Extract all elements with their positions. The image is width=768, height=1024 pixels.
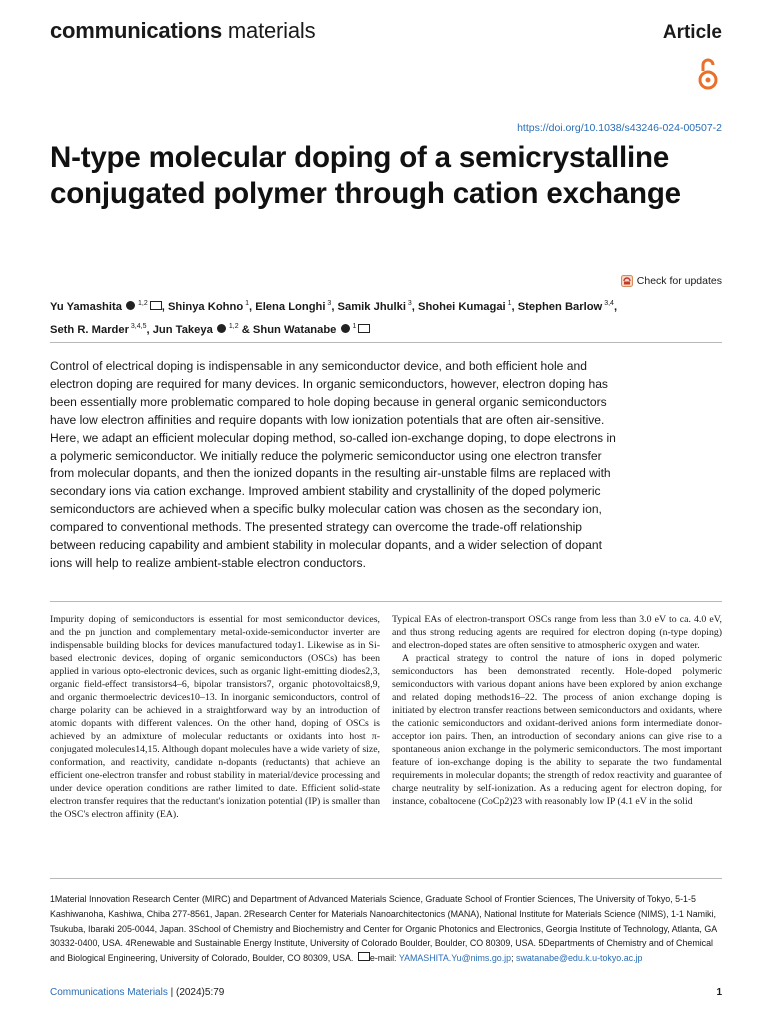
affiliation-superscript: 1 (505, 300, 512, 307)
author-name-text: Seth R. Marder (50, 324, 129, 336)
brand-light: materials (222, 18, 316, 43)
brand-bold: communications (50, 18, 223, 43)
journal-brand[interactable] (50, 18, 315, 44)
author-name[interactable] (168, 301, 249, 313)
page-number: 1 (716, 987, 722, 998)
author-name-text: Elena Longhi (255, 301, 326, 313)
abstract-text: Control of electrical doping is indispensable in any semiconductor device, and both efficient hole and electron doping are required for many devices. In organic semiconductors, however, electron doping has been essentially more problematic compared to hole doping because in general organic semiconductors have low electron affinities and require dopants with low ionization potentials that are often air-sensitive. Here, we adapt an efficient molecular doping method, so-called ion-exchange doping, to dope electrons in a polymeric semiconductor. We initially reduce the polymeric semiconductor using one electron transfer from molecular dopants, and then the ionized dopants in the resulting air-unstable films are replaced with secondary ions via cation exchange. Improved ambient stability and crystallinity of the doped polymeric semiconductors are achieved when a specific bulky molecular cation was chosen as the secondary ion, compared to conventional methods. The presented strategy can overcome the trade-off relationship between reducing capability and ambient stability in molecular dopants, and a wider selection of dopant ions will help to realize ambient-stable electron conductors. (50, 359, 616, 570)
email-icon[interactable] (358, 324, 370, 333)
author-separator: , (411, 301, 418, 313)
orcid-icon[interactable] (126, 301, 135, 310)
affiliations-text: 1Material Innovation Research Center (MIRC) and Department of Advanced Materials Science, Graduate School of Frontier Sciences, The University of Tokyo, 5-1-5 Kashiwanoha, Kashiwa, Chiba 277-8561, Japan. 2Research Center for Materials Nanoarchitectonics (MANA), National Institute for Materials Science (NIMS), 1-1 Namiki, Tsukuba, Ibaraki 205-0044, Japan. 3School of Chemistry and Biochemistry and Center for Organic Photonics and Electronics, Georgia Institute of Technology, Atlanta, GA 30332-0400, USA. 4Renewable and Sustainable Energy Institute, University of Colorado Boulder, Boulder, CO 80309, USA. 5Departments of Chemistry and of Chemical and Biological Engineering, University of Colorado, Boulder, CO 80309, USA. e-mail: YAMASHITA.Yu@nims.go.jp; swatanabe@edu.k.u-tokyo.ac.jp (50, 894, 717, 964)
affiliation-superscript: 3,4,5 (128, 323, 147, 330)
body-column-right (392, 613, 722, 808)
email-link-2[interactable]: swatanabe@edu.k.u-tokyo.ac.jp (516, 953, 643, 964)
author-list (50, 294, 720, 340)
author-name[interactable] (50, 301, 162, 313)
email-icon (358, 952, 370, 961)
abstract-bottom-divider (50, 601, 722, 602)
author-name-text: Yu Yamashita (50, 301, 122, 313)
email-label: e-mail: (369, 953, 399, 964)
affiliations-divider (50, 878, 722, 879)
affiliation-superscript: 1,2 (136, 300, 148, 307)
orcid-icon[interactable] (217, 324, 226, 333)
author-name-text: Shohei Kumagai (418, 301, 506, 313)
author-separator: , (249, 301, 256, 313)
author-separator: , (331, 301, 338, 313)
footer-citation (50, 987, 224, 998)
author-name[interactable] (253, 324, 370, 336)
body-column-left (50, 613, 380, 821)
author-name-text: Shun Watanabe (252, 324, 337, 336)
article-type-label: Article (662, 22, 722, 43)
email-icon[interactable] (150, 301, 162, 310)
affiliation-superscript: 3 (325, 300, 332, 307)
body-paragraph: Typical EAs of electron-transport OSCs range from less than 3.0 eV to ca. 4.0 eV, and thus strong reducing agents are required for electron doping (n-type doping) and electron-doped states are often sensitive to atmospheric oxygen and water. (392, 614, 722, 651)
body-paragraph: A practical strategy to control the nature of ions in doped polymeric semiconductors has been demonstrated recently. Hole-doped polymeric semiconductors with various dopant anions have been explored by anion exchange and related doping methods16–22. The process of anion exchange doping is initiated by electron transfer reactions between semiconductors and oxidants, where the cationic semiconductors and oxidant-derived anions form intermediate donor-acceptor ion pairs. Then, an introduction of secondary anions can give rise to a spontaneous anion exchange in the polymeric semiconductors. The most important feature of ion-exchange doping is the ability to separate the two fundamental requirements in molecular dopants; the strength of redox reactivity and guarantee of charge neutrality by self-ionization. As a reducing agent for electron doping, for instance, cobaltocene (CoCp2)23 with reasonably low IP (4.1 eV in the solid (392, 653, 722, 807)
author-name[interactable] (418, 301, 512, 313)
author-name[interactable] (338, 301, 412, 313)
check-for-updates-button[interactable] (621, 275, 722, 287)
author-name[interactable] (153, 324, 239, 336)
orcid-icon[interactable] (341, 324, 350, 333)
author-name-text: Jun Takeya (152, 324, 213, 336)
affiliations-body: 1Material Innovation Research Center (MIRC) and Department of Advanced Materials Science, Graduate School of Frontier Sciences, The University of Tokyo, 5-1-5 Kashiwanoha, Kashiwa, Chiba 277-8561, Japan. 2Research Center for Materials Nanoarchitectonics (MANA), National Institute for Materials Science (NIMS), 1-1 Namiki, Tsukuba, Ibaraki 205-0044, Japan. 3School of Chemistry and Biochemistry and Center for Organic Photonics and Electronics, Georgia Institute of Technology, Atlanta, GA 30332-0400, USA. 4Renewable and Sustainable Energy Institute, University of Colorado Boulder, Boulder, CO 80309, USA. 5Departments of Chemistry and of Chemical and Biological Engineering, University of Colorado, Boulder, CO 80309, USA. (50, 894, 717, 964)
affiliation-superscript: 3 (405, 300, 412, 307)
author-name-text: Samik Jhulki (337, 301, 406, 313)
abstract-top-divider (50, 342, 722, 343)
author-name-text: Shinya Kohno (167, 301, 244, 313)
author-name[interactable] (518, 301, 614, 313)
affiliation-superscript: 1 (350, 323, 357, 330)
affiliation-superscript: 1 (243, 300, 250, 307)
affiliation-superscript: 1,2 (226, 323, 239, 330)
author-name[interactable] (255, 301, 331, 313)
doi-link[interactable]: https://doi.org/10.1038/s43246-024-00507-2 (517, 122, 722, 134)
open-access-icon (696, 55, 720, 91)
check-updates-icon (621, 275, 633, 287)
author-separator: , (613, 301, 618, 313)
affiliation-superscript: 3,4 (602, 300, 614, 307)
email-link-1[interactable]: YAMASHITA.Yu@nims.go.jp (398, 953, 512, 964)
author-name[interactable] (50, 324, 146, 336)
body-paragraph: Impurity doping of semiconductors is essential for most semiconductor devices, and the pn junction and complementary metal-oxide-semiconductor inverter are indispensable building blocks for devices manufactured today1. Likewise as in Si-based electronic devices, doping of organic semiconductors (OSCs) has been applied in various opto-electronic devices, such as organic light-emitting diodes2,3, organic field-effect transistors4–6, bipolar transistors7, organic photovoltaics8,9, and organic thermoelectric devices10–13. In inorganic semiconductors, control of charge polarity can be achieved in a straightforward way by an introduction of atomic dopants with different valences. On the other hand, doping of OSCs is achieved by an admixture of molecular reductants or oxidants into host π-conjugated molecules14,15. Although dopant molecules have a wide variety of size, conformation, and reactivity, candidate n-dopants (reductants) that achieve an efficient one-electron transfer and robust stability in material/device processing and under device operation conditions are rather limited to date. Efficient solid-state electron transfer requires that the reductant's ionization potential (IP) is smaller than the OSC's electron affinity (EA). (50, 614, 380, 820)
author-name-text: Stephen Barlow (517, 301, 603, 313)
author-separator: , (161, 301, 168, 313)
check-updates-label: Check for updates (636, 275, 722, 287)
article-title: N-type molecular doping of a semicrystalline conjugated polymer through cation exchange (50, 141, 681, 210)
footer-issue: | (2024)5:79 (167, 987, 225, 998)
author-separator: , (146, 324, 153, 336)
footer-journal-link[interactable]: Communications Materials (50, 987, 168, 998)
author-separator: & (238, 324, 253, 336)
author-separator: , (511, 301, 518, 313)
